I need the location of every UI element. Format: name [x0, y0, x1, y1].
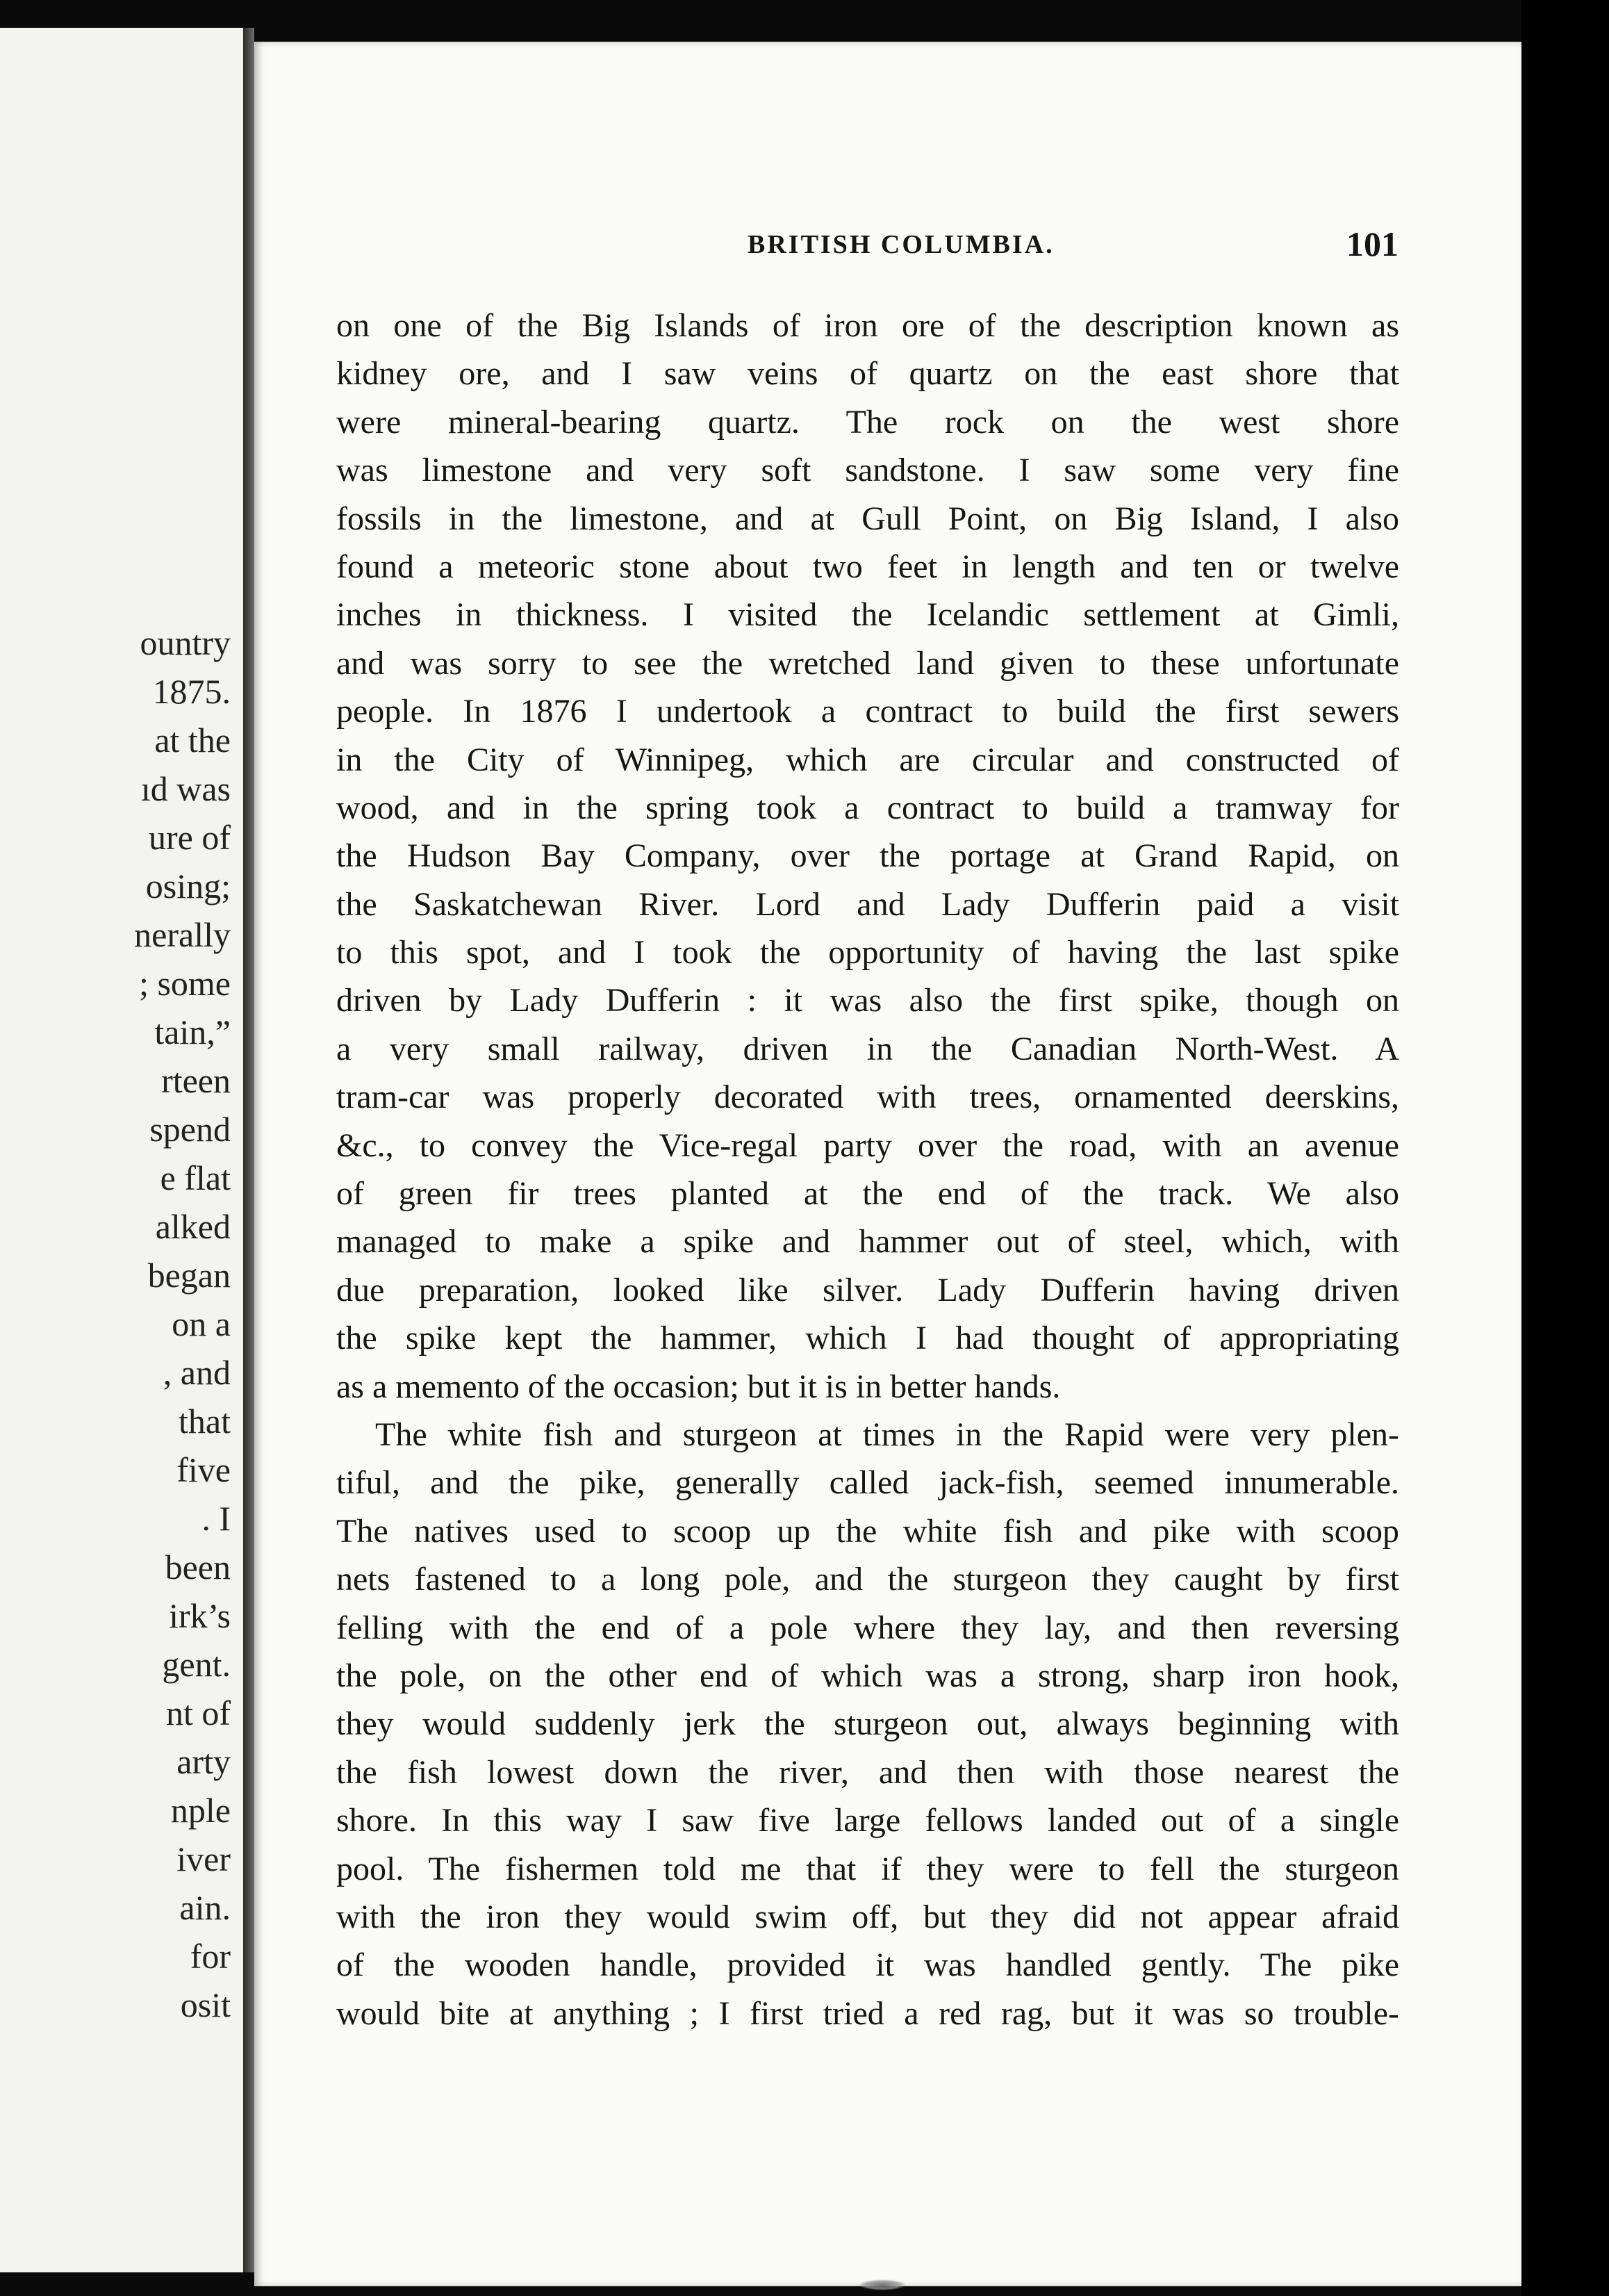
text-line: would bite at anything ; I first tried a red rag, but it was so trouble-: [336, 1994, 1399, 2032]
left-page-line: irk’s: [169, 1596, 231, 1635]
left-page-line: that: [179, 1402, 231, 1441]
left-page-line: iver: [176, 1839, 231, 1878]
left-page-line: , and: [163, 1353, 231, 1392]
text-line: fossils in the limestone, and at Gull Point, on Big Island, I also: [336, 500, 1399, 537]
left-page-line: gent.: [162, 1645, 231, 1684]
left-page-line: ıd was: [140, 769, 231, 808]
left-page-line: been: [165, 1548, 231, 1586]
left-page-line: ain.: [179, 1888, 231, 1927]
left-page-line: osing;: [145, 867, 231, 905]
text-line: found a meteoric stone about two feet in length and ten or twelve: [336, 548, 1399, 585]
text-line: nets fastened to a long pole, and the sturgeon they caught by first: [336, 1561, 1399, 1598]
text-line: the Hudson Bay Company, over the portage at Grand Rapid, on: [336, 837, 1399, 875]
text-line: shore. In this way I saw five large fellows landed out of a single: [336, 1802, 1399, 1839]
paragraph-start-line: The white fish and sturgeon at times in the Rapid were very plen-: [375, 1416, 1399, 1453]
text-line: tram-car was properly decorated with trees, ornamented deerskins,: [336, 1079, 1399, 1116]
text-line: The natives used to scoop up the white fish and pike with scoop: [336, 1512, 1399, 1550]
left-page-line: on a: [172, 1304, 231, 1343]
left-page-line: began: [147, 1256, 231, 1295]
text-line: &c., to convey the Vice-regal party over the road, with an avenue: [336, 1126, 1399, 1164]
previous-page-fragment: [0, 28, 245, 2272]
text-line: with the iron they would swim off, but they did not appear afraid: [336, 1898, 1399, 1935]
text-line: the pole, on the other end of which was a strong, sharp iron hook,: [336, 1657, 1399, 1694]
text-line: driven by Lady Dufferin : it was also the first spike, though on: [336, 982, 1399, 1019]
left-page-line: 1875.: [152, 672, 231, 711]
text-line: on one of the Big Islands of iron ore of the description known as: [336, 307, 1399, 344]
text-line: of the wooden handle, provided it was handled gently. The pike: [336, 1946, 1399, 1984]
text-line: pool. The fishermen told me that if they were to fell the sturgeon: [336, 1850, 1399, 1887]
scan-blemish: [858, 2279, 907, 2290]
book-page: [254, 42, 1521, 2286]
page-gutter: [243, 28, 254, 2272]
text-line: inches in thickness. I visited the Icelandic settlement at Gimli,: [336, 596, 1399, 634]
text-line: as a memento of the occasion; but it is in better hands.: [336, 1368, 1061, 1405]
left-page-line: e flat: [160, 1158, 231, 1197]
text-line: they would suddenly jerk the sturgeon out, always beginning with: [336, 1705, 1399, 1743]
text-line: the fish lowest down the river, and then with those nearest the: [336, 1753, 1399, 1791]
text-line: the Saskatchewan River. Lord and Lady Dufferin paid a visit: [336, 885, 1399, 923]
left-page-line: nerally: [134, 915, 231, 954]
text-line: was limestone and very soft sandstone. I saw some very fine: [336, 452, 1399, 489]
left-page-line: tain,”: [154, 1012, 231, 1051]
text-line: a very small railway, driven in the Canadian North-West. A: [336, 1030, 1399, 1067]
left-page-line: for: [190, 1937, 231, 1976]
left-page-line: ure of: [149, 818, 231, 857]
left-page-line: . I: [201, 1499, 231, 1538]
text-line: felling with the end of a pole where they lay, and then reversing: [336, 1609, 1399, 1646]
left-page-line: spend: [149, 1110, 231, 1149]
text-line: kidney ore, and I saw veins of quartz on the east shore that: [336, 355, 1399, 393]
text-line: wood, and in the spring took a contract to build a tramway for: [336, 789, 1399, 826]
text-line: and was sorry to see the wretched land given to these unfortunate: [336, 644, 1399, 682]
page-number: 101: [1346, 224, 1398, 263]
text-line: to this spot, and I took the opportunity of having the last spike: [336, 934, 1399, 971]
text-line: were mineral-bearing quartz. The rock on the west shore: [336, 403, 1399, 441]
left-page-line: at the: [154, 721, 231, 760]
left-page-line: ; some: [139, 964, 231, 1003]
text-line: due preparation, looked like silver. Lady Dufferin having driven: [336, 1271, 1399, 1309]
running-head: BRITISH COLUMBIA.: [748, 230, 1055, 259]
text-line: in the City of Winnipeg, which are circular and constructed of: [336, 741, 1399, 778]
left-page-line: nple: [170, 1791, 231, 1830]
body-text: [336, 302, 1399, 2037]
left-page-line: arty: [176, 1742, 231, 1781]
text-line: managed to make a spike and hammer out of steel, which, with: [336, 1223, 1399, 1261]
text-line: tiful, and the pike, generally called jack-fish, seemed innumerable.: [336, 1464, 1399, 1502]
text-line: of green fir trees planted at the end of the track. We also: [336, 1175, 1399, 1213]
left-page-line: osit: [180, 1985, 231, 2024]
text-line: the spike kept the hammer, which I had thought of appropriating: [336, 1320, 1399, 1357]
left-page-line: five: [176, 1450, 231, 1489]
left-page-line: nt of: [165, 1694, 231, 1732]
left-page-line: alked: [155, 1207, 231, 1246]
left-page-line: ountry: [140, 623, 231, 662]
text-line: people. In 1876 I undertook a contract to build the first sewers: [336, 693, 1399, 730]
left-page-line: rteen: [161, 1061, 231, 1100]
scan-border: [1521, 0, 1609, 2296]
